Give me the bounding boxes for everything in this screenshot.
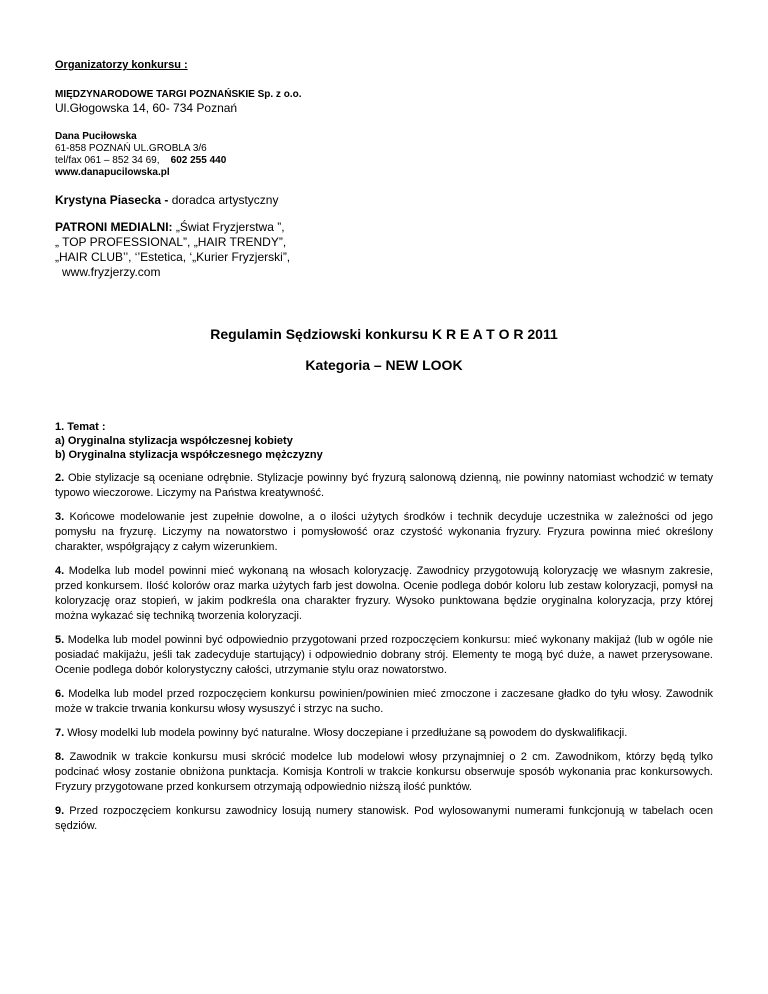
rule-text: Zawodnik w trakcie konkursu musi skrócić modelce lub modelowi włosy przynajmniej o 2 cm. Zawodnikom, którzy będą tylko podcinać włosy zostanie obniżona punktacja. Komisja Kontroli w trakcie konkursu obserwuje sposób wykonania prac konkursowych. Fryzury przygotowane przed konkursem otrzymają odpowiednio niższą ilość punktów. — [55, 751, 713, 793]
organizer-address: Ul.Głogowska 14, 60- 734 Poznań — [55, 101, 238, 115]
rule-number: 2. — [55, 472, 65, 484]
rule-text: Obie stylizacje są oceniane odrębnie. Stylizacje powinny być fryzurą salonową dzienną, nie powinny natomiast wchodzić w tematy typowo wieczorowe. Liczymy na Państwa kreatywność. — [55, 472, 713, 499]
topic-section — [55, 420, 713, 462]
contact-phone: tel/fax 061 – 852 34 69, — [55, 155, 160, 166]
contact-mobile: 602 255 440 — [170, 155, 227, 166]
document-title: Regulamin Sędziowski konkursu K R E A T O R 2011 — [210, 326, 558, 342]
rule-number: 8. — [55, 751, 65, 763]
topic-item-a: a) Oryginalna stylizacja współczesnej kobiety — [55, 435, 293, 447]
contact-phone-line — [55, 155, 713, 167]
media-patrons — [55, 220, 713, 280]
rule-text: Modelka lub model powinni mieć wykonaną na włosach koloryzację. Zawodnicy przygotowują koloryzację we własnym zakresie, przed konkursem. Ilość kolorów oraz marka użytych farb jest dowolna. Ocenie podlega dobór koloru lub zestaw koloryzacji, pomysł na koloryzację oraz stopień, w jakim podkreśla ona charakter fryzury. Wysoko punktowana będzie oryginalna koloryzacja, przy której można wykazać się techniką tworzenia koloryzacji. — [55, 565, 713, 622]
contact-website: www.danapucilowska.pl — [55, 167, 170, 178]
patrons-line-2: „ TOP PROFESSIONAL”, „HAIR TRENDY”, — [55, 235, 287, 249]
rule-number: 5. — [55, 634, 65, 646]
organizers-heading: Organizatorzy konkursu : — [55, 59, 188, 71]
rule-number: 6. — [55, 688, 65, 700]
contact-block — [55, 131, 713, 179]
rule-text: Przed rozpoczęciem konkursu zawodnicy losują numery stanowisk. Pod wylosowanymi numerami funkcjonują w tabelach ocen sędziów. — [55, 805, 713, 832]
organizer-company: MIĘDZYNARODOWE TARGI POZNAŃSKIE Sp. z o.o. — [55, 89, 302, 100]
patrons-line1-text: „Świat Fryzjerstwa ”, — [172, 220, 285, 234]
advisor-name: Krystyna Piasecka - — [55, 193, 169, 207]
topic-heading: 1. Temat : — [55, 421, 106, 433]
patrons-website: www.fryzjerzy.com — [62, 265, 161, 279]
rule-paragraph — [55, 687, 713, 717]
rule-text: Końcowe modelowanie jest zupełnie dowolne, a o ilości użytych środków i technik decyduje uczestnika w zależności od jego pomysłu na fryzurę. Liczymy na nowatorstwo i pomysłowość oraz czystość wykonania fryzury. Fryzura powinna mieć określony charakter, współgrający z całym wizerunkiem. — [55, 511, 713, 553]
rule-text: Modelka lub model przed rozpoczęciem konkursu powinien/powinien mieć zmoczone i zaczesane gładko do tyłu włosy. Zawodnik może w trakcie trwania konkursu włosy wysuszyć i strzyc na sucho. — [55, 688, 713, 715]
advisor-line — [55, 193, 713, 208]
rule-paragraph — [55, 750, 713, 795]
rule-text: Modelka lub model powinni być odpowiednio przygotowani przed rozpoczęciem konkursu: mieć wykonany makijaż (lub w ogóle nie posiadać makijażu, jeśli tak zadecyduje startujący) i odpowiednio dobrany strój. Elementy te mogą być duże, a nawet przerysowane. Ocenie podlega dobór kolorystyczny całości, utrzymanie stylu oraz nowatorstwo. — [55, 634, 713, 676]
rule-paragraph — [55, 726, 713, 741]
topic-item-b: b) Oryginalna stylizacja współczesnego mężczyzny — [55, 449, 323, 461]
rule-paragraph — [55, 564, 713, 624]
patrons-label: PATRONI MEDIALNI: — [55, 220, 173, 234]
document-content — [55, 58, 713, 834]
rule-paragraph — [55, 804, 713, 834]
rule-number: 4. — [55, 565, 65, 577]
rule-paragraph — [55, 633, 713, 678]
patrons-line-1 — [55, 220, 713, 235]
rule-number: 3. — [55, 511, 65, 523]
rule-paragraph — [55, 471, 713, 501]
rule-text: Włosy modelki lub modela powinny być naturalne. Włosy doczepiane i przedłużane są powodem do dyskwalifikacji. — [64, 727, 628, 739]
rule-paragraph — [55, 510, 713, 555]
advisor-role: doradca artystyczny — [168, 193, 279, 207]
patrons-line-3: „HAIR CLUB’’, ‘’Estetica, ‘„Kurier Fryzjerski”, — [55, 250, 291, 264]
document-subtitle: Kategoria – NEW LOOK — [305, 357, 463, 373]
contact-name: Dana Puciłowska — [55, 131, 137, 142]
rule-number: 7. — [55, 727, 65, 739]
contact-street: 61-858 POZNAŃ UL.GROBLA 3/6 — [55, 143, 207, 154]
rule-number: 9. — [55, 805, 65, 817]
